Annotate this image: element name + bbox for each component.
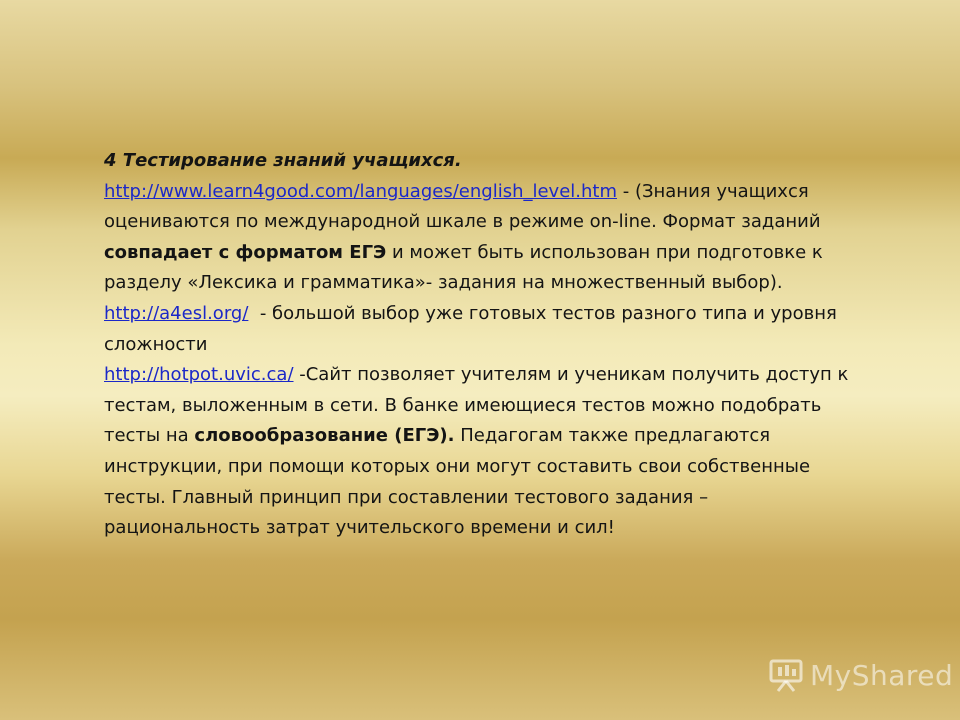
- p2-text: - большой выбор уже готовых тестов разного типа и уровня сложности: [104, 302, 843, 355]
- link-learn4good[interactable]: http://www.learn4good.com/languages/english_level.htm: [104, 180, 617, 202]
- p3-bold: словообразование (ЕГЭ).: [194, 425, 455, 447]
- p1-bold: совпадает с форматом ЕГЭ: [104, 241, 387, 263]
- paragraph-hotpot: [104, 360, 864, 544]
- link-hotpot[interactable]: http://hotpot.uvic.ca/: [104, 364, 294, 386]
- slide-body: [104, 146, 864, 544]
- p3-text-2: Педагогам также предлагаются инструкции, при помощи которых они могут составить свои собственные тесты. Главный принцип при составлении тестового задания – рациональность затрат учительского времени и сил!: [104, 425, 811, 539]
- paragraph-a4esl: [104, 299, 864, 360]
- link-a4esl[interactable]: http://a4esl.org/: [104, 302, 249, 324]
- p1-text-1: - (Знания учащихся оцениваются по международной шкале в режиме on-line. Формат заданий: [104, 180, 821, 233]
- p3-text-1: -Сайт позволяет учителям и ученикам получить доступ к тестам, выложенным в сети. В банке имеющиеся тестов можно подобрать тесты на: [104, 364, 849, 447]
- paragraph-learn4good: [104, 177, 864, 299]
- slide-title: 4 Тестирование знаний учащихся.: [104, 150, 462, 171]
- myshared-watermark: [768, 655, 953, 695]
- watermark-text: MyShared: [810, 658, 954, 692]
- p1-text-2: и может быть использован при подготовке к разделу «Лексика и грамматика»- задания на множественный выбор).: [104, 241, 823, 294]
- presentation-board-icon: [768, 658, 804, 692]
